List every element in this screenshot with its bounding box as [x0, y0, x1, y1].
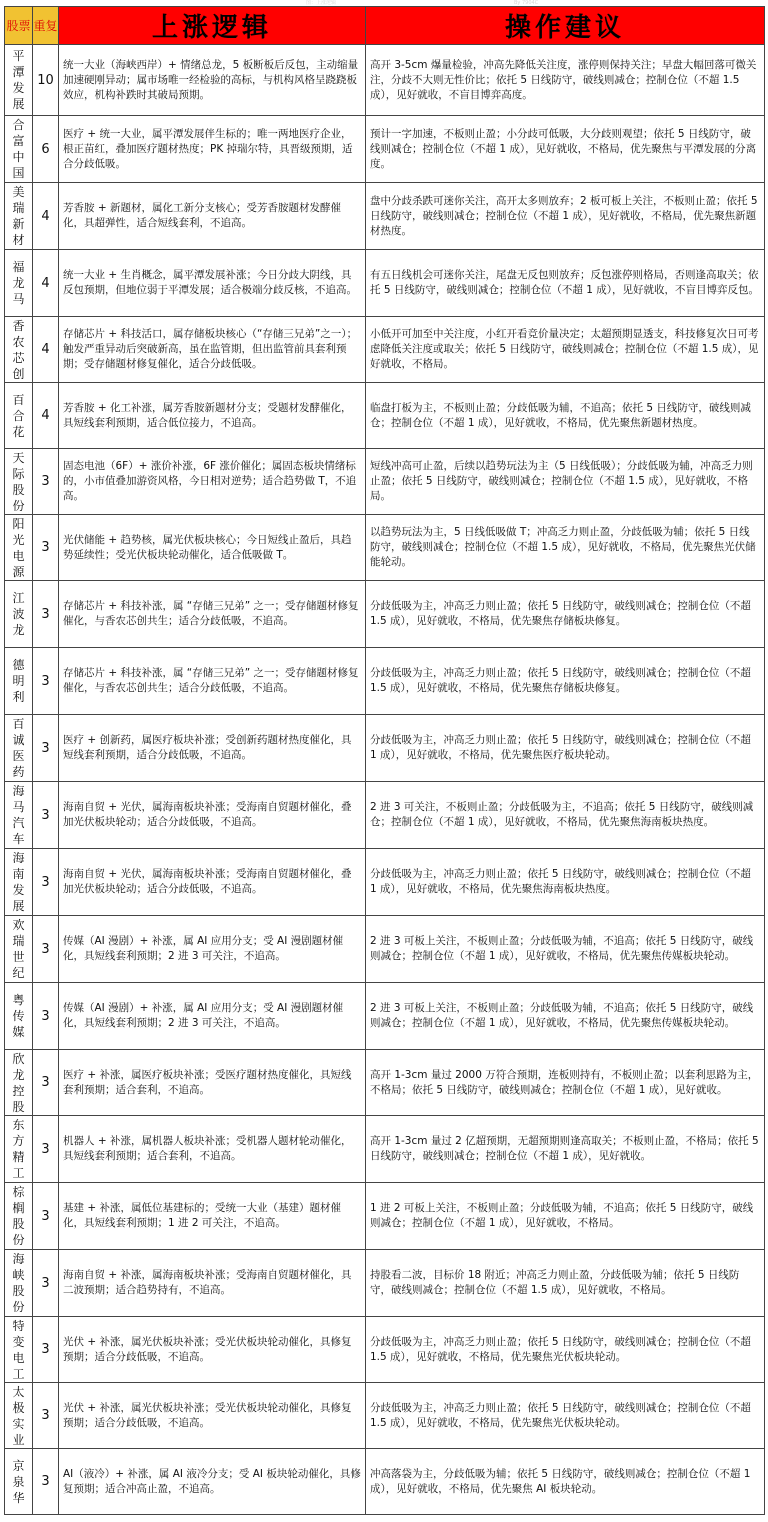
stock-name-cell: 福龙马	[5, 250, 33, 317]
stock-name-cell: 德明利	[5, 648, 33, 715]
header-advice: 操作建议	[366, 7, 765, 45]
repeat-count-cell: 3	[33, 449, 59, 515]
table-row	[5, 45, 765, 116]
operation-advice-cell: 2 进 3 可板上关注，不板则止盈；分歧低吸为辅，不追高；依托 5 日线防守，破线则减仓；控制仓位（不超 1 成），见好就收，不格局，优先聚焦传媒板块轮动。	[366, 916, 765, 983]
table-row	[5, 581, 765, 648]
repeat-count-cell: 3	[33, 782, 59, 849]
rise-logic-cell: AI（液冷）+ 补涨，属 AI 液冷分支；受 AI 板块轮动催化，具修复预期；适合冲高止盈，不追高。	[59, 1449, 366, 1515]
operation-advice-cell: 高开 1-3cm 量过 2000 万符合预期，连板则持有，不板则止盈；以套利思路为主，不格局；依托 5 日线防守，破线则减仓；控制仓位（不超 1 成），见好就收。	[366, 1050, 765, 1116]
table-row	[5, 983, 765, 1050]
repeat-count-cell: 3	[33, 849, 59, 916]
stock-name-cell: 京泉华	[5, 1449, 33, 1515]
repeat-count-cell: 3	[33, 1317, 59, 1383]
stock-name-cell: 江波龙	[5, 581, 33, 648]
operation-advice-cell: 1 进 2 可板上关注，不板则止盈；分歧低吸为辅，不追高；依托 5 日线防守，破线则减仓；控制仓位（不超 1 成），见好就收，不格局。	[366, 1183, 765, 1250]
repeat-count-cell: 4	[33, 317, 59, 383]
repeat-count-cell: 3	[33, 983, 59, 1050]
repeat-count-cell: 3	[33, 1050, 59, 1116]
repeat-count-cell: 3	[33, 1383, 59, 1449]
table-row	[5, 515, 765, 581]
operation-advice-cell: 分歧低吸为主，冲高乏力则止盈；依托 5 日线防守，破线则减仓；控制仓位（不超 1.5 成），见好就收，不格局，优先聚焦存储板块修复。	[366, 581, 765, 648]
rise-logic-cell: 芳香胺 + 化工补涨，属芳香胺新题材分支；受题材发酵催化，具短线套利预期，适合低位接力，不追高。	[59, 383, 366, 449]
stock-name-cell: 美瑞新材	[5, 183, 33, 250]
repeat-count-cell: 3	[33, 581, 59, 648]
stock-name-cell: 欣龙控股	[5, 1050, 33, 1116]
operation-advice-cell: 有五日线机会可迷你关注，尾盘无反包则放弃；反包涨停则格局，否则逢高取关；依托 5 日线防守，破线则减仓；控制仓位（不超 1 成），见好就收，不盲目博弈反包。	[366, 250, 765, 317]
rise-logic-cell: 光伏储能 + 趋势核，属光伏板块核心；今日短线止盈后，具趋势延续性；受光伏板块轮动催化，适合低吸做 T。	[59, 515, 366, 581]
operation-advice-cell: 2 进 3 可板上关注，不板则止盈；分歧低吸为辅，不追高；依托 5 日线防守，破线则减仓；控制仓位（不超 1 成），见好就收，不格局，优先聚焦传媒板块轮动。	[366, 983, 765, 1050]
table-row	[5, 648, 765, 715]
repeat-count-cell: 3	[33, 1449, 59, 1515]
operation-advice-cell: 盘中分歧杀跌可迷你关注，高开太多则放弃；2 板可板上关注，不板则止盈；依托 5 日线防守，破线则减仓；控制仓位（不超 1 成），见好就收，不格局，优先聚焦新题材热度。	[366, 183, 765, 250]
table-row	[5, 317, 765, 383]
operation-advice-cell: 高开 1-3cm 量过 2 亿超预期，无超预期则逢高取关；不板则止盈，不格局；依托 5 日线防守，破线则减仓；控制仓位（不超 1 成），见好就收。	[366, 1116, 765, 1183]
rise-logic-cell: 统一大业（海峡西岸）+ 情绪总龙，5 板断板后反包，主动缩量加速硬刚异动；属市场唯一经检验的高标，与机构风格呈跷跷板效应，机构补跌时其破局预期。	[59, 45, 366, 116]
repeat-count-cell: 3	[33, 1250, 59, 1317]
stock-name-cell: 合富中国	[5, 116, 33, 183]
rise-logic-cell: 传媒（AI 漫剧）+ 补涨，属 AI 应用分支；受 AI 漫剧题材催化，具短线套利预期；2 进 3 可关注，不追高。	[59, 916, 366, 983]
stock-name-cell: 百合花	[5, 383, 33, 449]
operation-advice-cell: 短线冲高可止盈，后续以趋势玩法为主（5 日线低吸）；分歧低吸为辅，冲高乏力则止盈；依托 5 日线防守，破线则减仓；控制仓位（不超 1.5 成），见好就收，不格局。	[366, 449, 765, 515]
stock-name-cell: 粤传媒	[5, 983, 33, 1050]
operation-advice-cell: 分歧低吸为主，冲高乏力则止盈；依托 5 日线防守，破线则减仓；控制仓位（不超 1 成），见好就收，不格局，优先聚焦医疗板块轮动。	[366, 715, 765, 782]
repeat-count-cell: 4	[33, 250, 59, 317]
rise-logic-cell: 传媒（AI 漫剧）+ 补涨，属 AI 应用分支；受 AI 漫剧题材催化，具短线套利预期；2 进 3 可关注，不追高。	[59, 983, 366, 1050]
repeat-count-cell: 6	[33, 116, 59, 183]
rise-logic-cell: 医疗 + 统一大业，属平潭发展伴生标的；唯一两地医疗企业，根正苗红，叠加医疗题材热度；PK 掉瑞尔特，具晋级预期，适合分歧低吸。	[59, 116, 366, 183]
table-row	[5, 1183, 765, 1250]
table-row	[5, 1050, 765, 1116]
rise-logic-cell: 海南自贸 + 光伏，属海南板块补涨；受海南自贸题材催化，叠加光伏板块轮动；适合分歧低吸，不追高。	[59, 782, 366, 849]
repeat-count-cell: 3	[33, 916, 59, 983]
watermark-left: 图：上涨逻辑	[306, 0, 337, 6]
operation-advice-cell: 冲高落袋为主，分歧低吸为辅；依托 5 日线防守，破线则减仓；控制仓位（不超 1 成），见好就收，不格局，优先聚焦 AI 板块轮动。	[366, 1449, 765, 1515]
rise-logic-cell: 统一大业 + 生肖概念，属平潭发展补涨；今日分歧大阴线，具反包预期，但地位弱于平潭发展；适合极端分歧反核，不追高。	[59, 250, 366, 317]
table-row	[5, 782, 765, 849]
operation-advice-cell: 2 进 3 可关注，不板则止盈；分歧低吸为主，不追高；依托 5 日线防守，破线则减仓；控制仓位（不超 1 成），见好就收，不格局，优先聚焦海南板块热度。	[366, 782, 765, 849]
stock-name-cell: 特变电工	[5, 1317, 33, 1383]
operation-advice-cell: 分歧低吸为主，冲高乏力则止盈；依托 5 日线防守，破线则减仓；控制仓位（不超 1 成），见好就收，不格局，优先聚焦海南板块热度。	[366, 849, 765, 916]
rise-logic-cell: 医疗 + 补涨，属医疗板块补涨；受医疗题材热度催化，具短线套利预期；适合套利，不追高。	[59, 1050, 366, 1116]
rise-logic-cell: 芳香胺 + 新题材，属化工新分支核心；受芳香胺题材发酵催化，具超弹性，适合短线套利，不追高。	[59, 183, 366, 250]
table-row	[5, 715, 765, 782]
table-row	[5, 916, 765, 983]
operation-advice-cell: 预计一字加速，不板则止盈；小分歧可低吸，大分歧则观望；依托 5 日线防守，破线则减仓；控制仓位（不超 1 成），见好就收，不格局，优先聚焦与平潭发展的分离度。	[366, 116, 765, 183]
stock-name-cell: 阳光电源	[5, 515, 33, 581]
table-row	[5, 449, 765, 515]
table-row	[5, 1449, 765, 1515]
repeat-count-cell: 3	[33, 1116, 59, 1183]
rise-logic-cell: 海南自贸 + 光伏，属海南板块补涨；受海南自贸题材催化，叠加光伏板块轮动；适合分歧低吸，不追高。	[59, 849, 366, 916]
table-header-row	[5, 7, 765, 45]
repeat-count-cell: 4	[33, 383, 59, 449]
repeat-count-cell: 4	[33, 183, 59, 250]
rise-logic-cell: 机器人 + 补涨，属机器人板块补涨；受机器人题材轮动催化，具短线套利预期；适合套利，不追高。	[59, 1116, 366, 1183]
table-row	[5, 1250, 765, 1317]
rise-logic-cell: 存储芯片 + 科技补涨，属 “存储三兄弟” 之一；受存储题材修复催化，与香农芯创共生；适合分歧低吸，不追高。	[59, 648, 366, 715]
stock-name-cell: 海南发展	[5, 849, 33, 916]
table-row	[5, 116, 765, 183]
rise-logic-cell: 存储芯片 + 科技补涨，属 “存储三兄弟” 之一；受存储题材修复催化，与香农芯创共生；适合分歧低吸，不追高。	[59, 581, 366, 648]
table-row	[5, 1383, 765, 1449]
repeat-count-cell: 3	[33, 515, 59, 581]
rise-logic-cell: 光伏 + 补涨，属光伏板块补涨；受光伏板块轮动催化，具修复预期；适合分歧低吸，不追高。	[59, 1317, 366, 1383]
operation-advice-cell: 小低开可加至中关注度，小红开看竞价量决定；太超预期显透支，科技修复次日可考虑降低关注度或取关；依托 5 日线防守，破线则减仓；控制仓位（不超 1.5 成），见好就收，不格局。	[366, 317, 765, 383]
repeat-count-cell: 3	[33, 648, 59, 715]
rise-logic-cell: 海南自贸 + 补涨，属海南板块补涨；受海南自贸题材催化，具二波预期；适合趋势持有，不追高。	[59, 1250, 366, 1317]
operation-advice-cell: 分歧低吸为主，冲高乏力则止盈；依托 5 日线防守，破线则减仓；控制仓位（不超 1.5 成），见好就收，不格局，优先聚焦存储板块修复。	[366, 648, 765, 715]
header-logic: 上涨逻辑	[59, 7, 366, 45]
stock-name-cell: 海峡股份	[5, 1250, 33, 1317]
stock-name-cell: 海马汽车	[5, 782, 33, 849]
operation-advice-cell: 分歧低吸为主，冲高乏力则止盈；依托 5 日线防守，破线则减仓；控制仓位（不超 1.5 成），见好就收，不格局，优先聚焦光伏板块轮动。	[366, 1317, 765, 1383]
stock-name-cell: 东方精工	[5, 1116, 33, 1183]
table-row	[5, 849, 765, 916]
table-row	[5, 183, 765, 250]
operation-advice-cell: 分歧低吸为主，冲高乏力则止盈；依托 5 日线防守，破线则减仓；控制仓位（不超 1.5 成），见好就收，不格局，优先聚焦光伏板块轮动。	[366, 1383, 765, 1449]
stock-name-cell: 平潭发展	[5, 45, 33, 116]
header-stock: 股票	[5, 7, 33, 45]
rise-logic-cell: 固态电池（6F）+ 涨价补涨，6F 涨价催化；属固态板块情绪标的，小市值叠加游资风格，今日相对逆势；适合趋势做 T，不追高。	[59, 449, 366, 515]
stock-name-cell: 天际股份	[5, 449, 33, 515]
stock-name-cell: 棕榈股份	[5, 1183, 33, 1250]
repeat-count-cell: 3	[33, 1183, 59, 1250]
operation-advice-cell: 高开 3-5cm 爆量检验，冲高先降低关注度，涨停则保持关注；早盘大幅回落可微关注，分歧不大则无性价比；依托 5 日线防守，破线则减仓；控制仓位（不超 1.5 成），见好就收，不盲目博弈高度。	[366, 45, 765, 116]
stock-name-cell: 太极实业	[5, 1383, 33, 1449]
table-row	[5, 383, 765, 449]
table-row	[5, 250, 765, 317]
rise-logic-cell: 基建 + 补涨，属低位基建标的；受统一大业（基建）题材催化，具短线套利预期；1 进 2 可关注，不追高。	[59, 1183, 366, 1250]
header-repeat: 重复	[33, 7, 59, 45]
repeat-count-cell: 10	[33, 45, 59, 116]
stock-name-cell: 香农芯创	[5, 317, 33, 383]
operation-advice-cell: 临盘打板为主，不板则止盈；分歧低吸为辅，不追高；依托 5 日线防守，破线则减仓；控制仓位（不超 1 成），见好就收，不格局，优先聚焦新题材热度。	[366, 383, 765, 449]
watermark-right: By 7904C	[514, 0, 539, 6]
operation-advice-cell: 以趋势玩法为主，5 日线低吸做 T；冲高乏力则止盈，分歧低吸为辅；依托 5 日线防守，破线则减仓；控制仓位（不超 1.5 成），见好就收，不格局，优先聚焦光伏储能轮动。	[366, 515, 765, 581]
rise-logic-cell: 光伏 + 补涨，属光伏板块补涨；受光伏板块轮动催化，具修复预期；适合分歧低吸，不追高。	[59, 1383, 366, 1449]
stock-name-cell: 百诚医药	[5, 715, 33, 782]
stock-advice-table	[4, 6, 765, 1515]
stock-name-cell: 欢瑞世纪	[5, 916, 33, 983]
table-row	[5, 1317, 765, 1383]
repeat-count-cell: 3	[33, 715, 59, 782]
table-row	[5, 1116, 765, 1183]
operation-advice-cell: 持股看二波，目标价 18 附近；冲高乏力则止盈，分歧低吸为辅；依托 5 日线防守，破线则减仓；控制仓位（不超 1.5 成），见好就收，不格局。	[366, 1250, 765, 1317]
rise-logic-cell: 医疗 + 创新药，属医疗板块补涨；受创新药题材热度催化，具短线套利预期，适合分歧低吸，不追高。	[59, 715, 366, 782]
rise-logic-cell: 存储芯片 + 科技活口，属存储板块核心（“存储三兄弟”之一）；触发严重异动后突破新高，虽在监管期，但出监管前具套利预期；受存储题材修复催化，适合分歧低吸。	[59, 317, 366, 383]
